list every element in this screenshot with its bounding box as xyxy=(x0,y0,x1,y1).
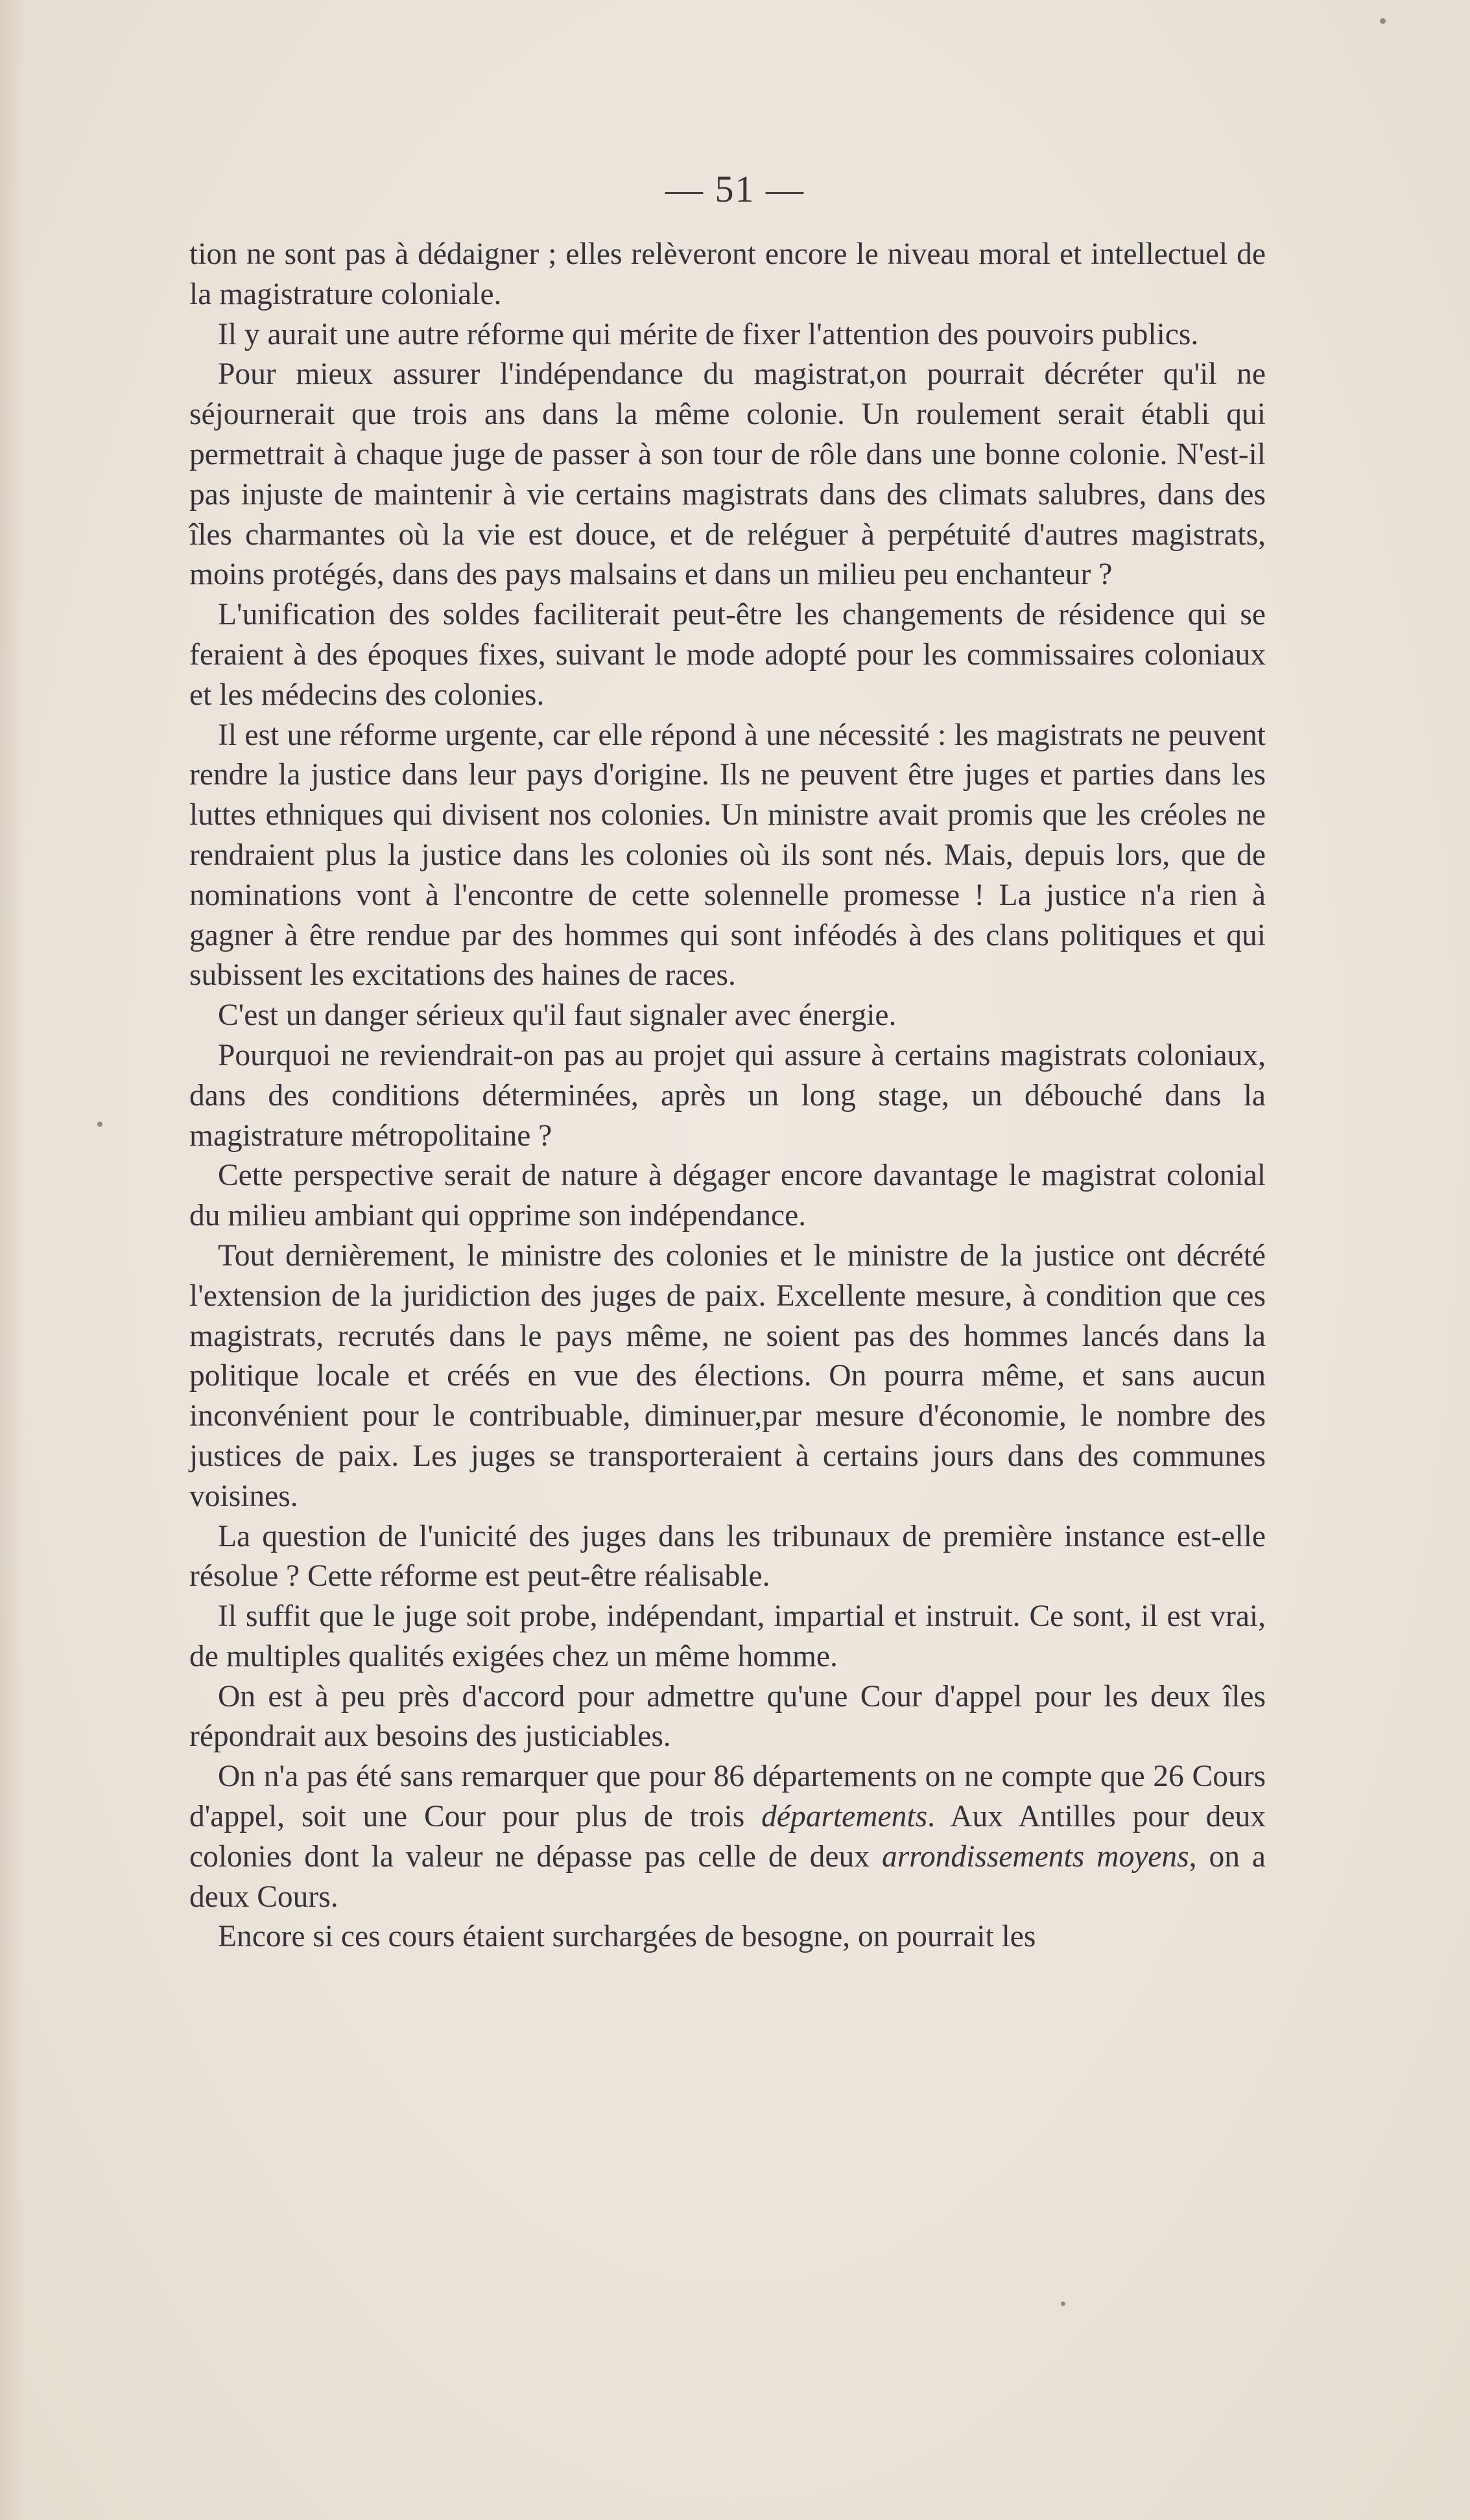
paragraph-4: L'unification des soldes faciliterait peut-être les changements de résidence qui se feraient à des époques fixes, suivant le mode adopté pour les commissaires coloniaux et les médecins des colonies. xyxy=(189,598,1266,712)
paper-speck xyxy=(1061,2302,1065,2306)
paragraph-13-italic-arrondissements: arrondissements moyens xyxy=(881,1839,1189,1874)
paragraph-10: La question de l'unicité des juges dans les tribunaux de première instance est-elle résolue ? Cette réforme est peut-être réalisable. xyxy=(189,1519,1266,1594)
paragraph-13-text-a: On n'a pas été sans remarquer que pour 86 départements on ne compte que 26 Cours d'appel, soit une Cour pour plus de trois xyxy=(189,1760,1266,1834)
page-number: — 51 — xyxy=(665,168,805,210)
body-text xyxy=(189,235,1266,1957)
paragraph-12: On est à peu près d'accord pour admettre qu'une Cour d'appel pour les deux îles répondrait aux besoins des justiciables. xyxy=(189,1679,1266,1754)
paragraph-13-text-b: . Aux Antilles pour deux colonies dont la valeur ne dépasse pas celle de deux xyxy=(189,1800,1266,1874)
paragraph-5: Il est une réforme urgente, car elle répond à une nécessité : les magistrats ne peuvent rendre la justice dans leur pays d'origine. Ils ne peuvent être juges et parties dans les luttes ethniques qui divisent nos colonies. Un ministre avait promis que les créoles ne rendraient plus la justice dans les colonies où ils sont nés. Mais, depuis lors, que de nominations vont à l'encontre de cette solennelle promesse ! La justice n'a rien à gagner à être rendue par des hommes qui sont inféodés à des clans politiques et qui subissent les excitations des haines de races. xyxy=(189,718,1266,993)
paragraph-14: Encore si ces cours étaient surchargées de besogne, on pourrait les xyxy=(218,1920,1036,1954)
paragraph-7: Pourquoi ne reviendrait-on pas au projet qui assure à certains magistrats coloniaux, dans des conditions déterminées, après un long stage, un débouché dans la magistrature métropolitaine ? xyxy=(189,1038,1266,1153)
paragraph-9: Tout dernièrement, le ministre des colonies et le ministre de la justice ont décrété l'extension de la juridiction des juges de paix. Excellente mesure, à condition que ces magistrats, recrutés dans le pays même, ne soient pas des hommes lancés dans la politique locale et créés en vue des élections. On pourra même, et sans aucun inconvénient pour le contribuable, diminuer,par mesure d'économie, le nombre des justices de paix. Les juges se transporteraient à certains jours dans des communes voisines. xyxy=(189,1238,1266,1513)
paragraph-6: C'est un danger sérieux qu'il faut signaler avec énergie. xyxy=(218,998,897,1033)
paragraph-13 xyxy=(189,1757,1266,1917)
paper-speck xyxy=(1380,18,1386,24)
paragraph-13-text-c: , on a deux Cours. xyxy=(189,1839,1266,1914)
paragraph-3: Pour mieux assurer l'indépendance du magistrat,on pourrait décréter qu'il ne séjournerait que trois ans dans la même colonie. Un roulement serait établi qui permettrait à chaque juge de passer à son tour de rôle dans une bonne colonie. N'est-il pas injuste de maintenir à vie certains magistrats dans des climats salubres, dans des îles charmantes où la vie est douce, et de reléguer à perpétuité d'autres magistrats, moins protégés, dans des pays malsains et dans un milieu peu enchanteur ? xyxy=(189,357,1266,592)
paragraph-13-italic-departements: départements xyxy=(761,1800,928,1834)
paragraph-11: Il suffit que le juge soit probe, indépendant, impartial et instruit. Ce sont, il est vrai, de multiples qualités exigées chez un même homme. xyxy=(189,1599,1266,1673)
paper-speck xyxy=(97,1122,102,1127)
paragraph-1: tion ne sont pas à dédaigner ; elles relèveront encore le niveau moral et intellectuel de la magistrature coloniale. xyxy=(189,237,1266,311)
page-fold-shadow xyxy=(0,0,25,2520)
paragraph-8: Cette perspective serait de nature à dégager encore davantage le magistrat colonial du milieu ambiant qui opprime son indépendance. xyxy=(189,1159,1266,1233)
paragraph-2: Il y aurait une autre réforme qui mérite de fixer l'attention des pouvoirs publics. xyxy=(218,317,1199,351)
